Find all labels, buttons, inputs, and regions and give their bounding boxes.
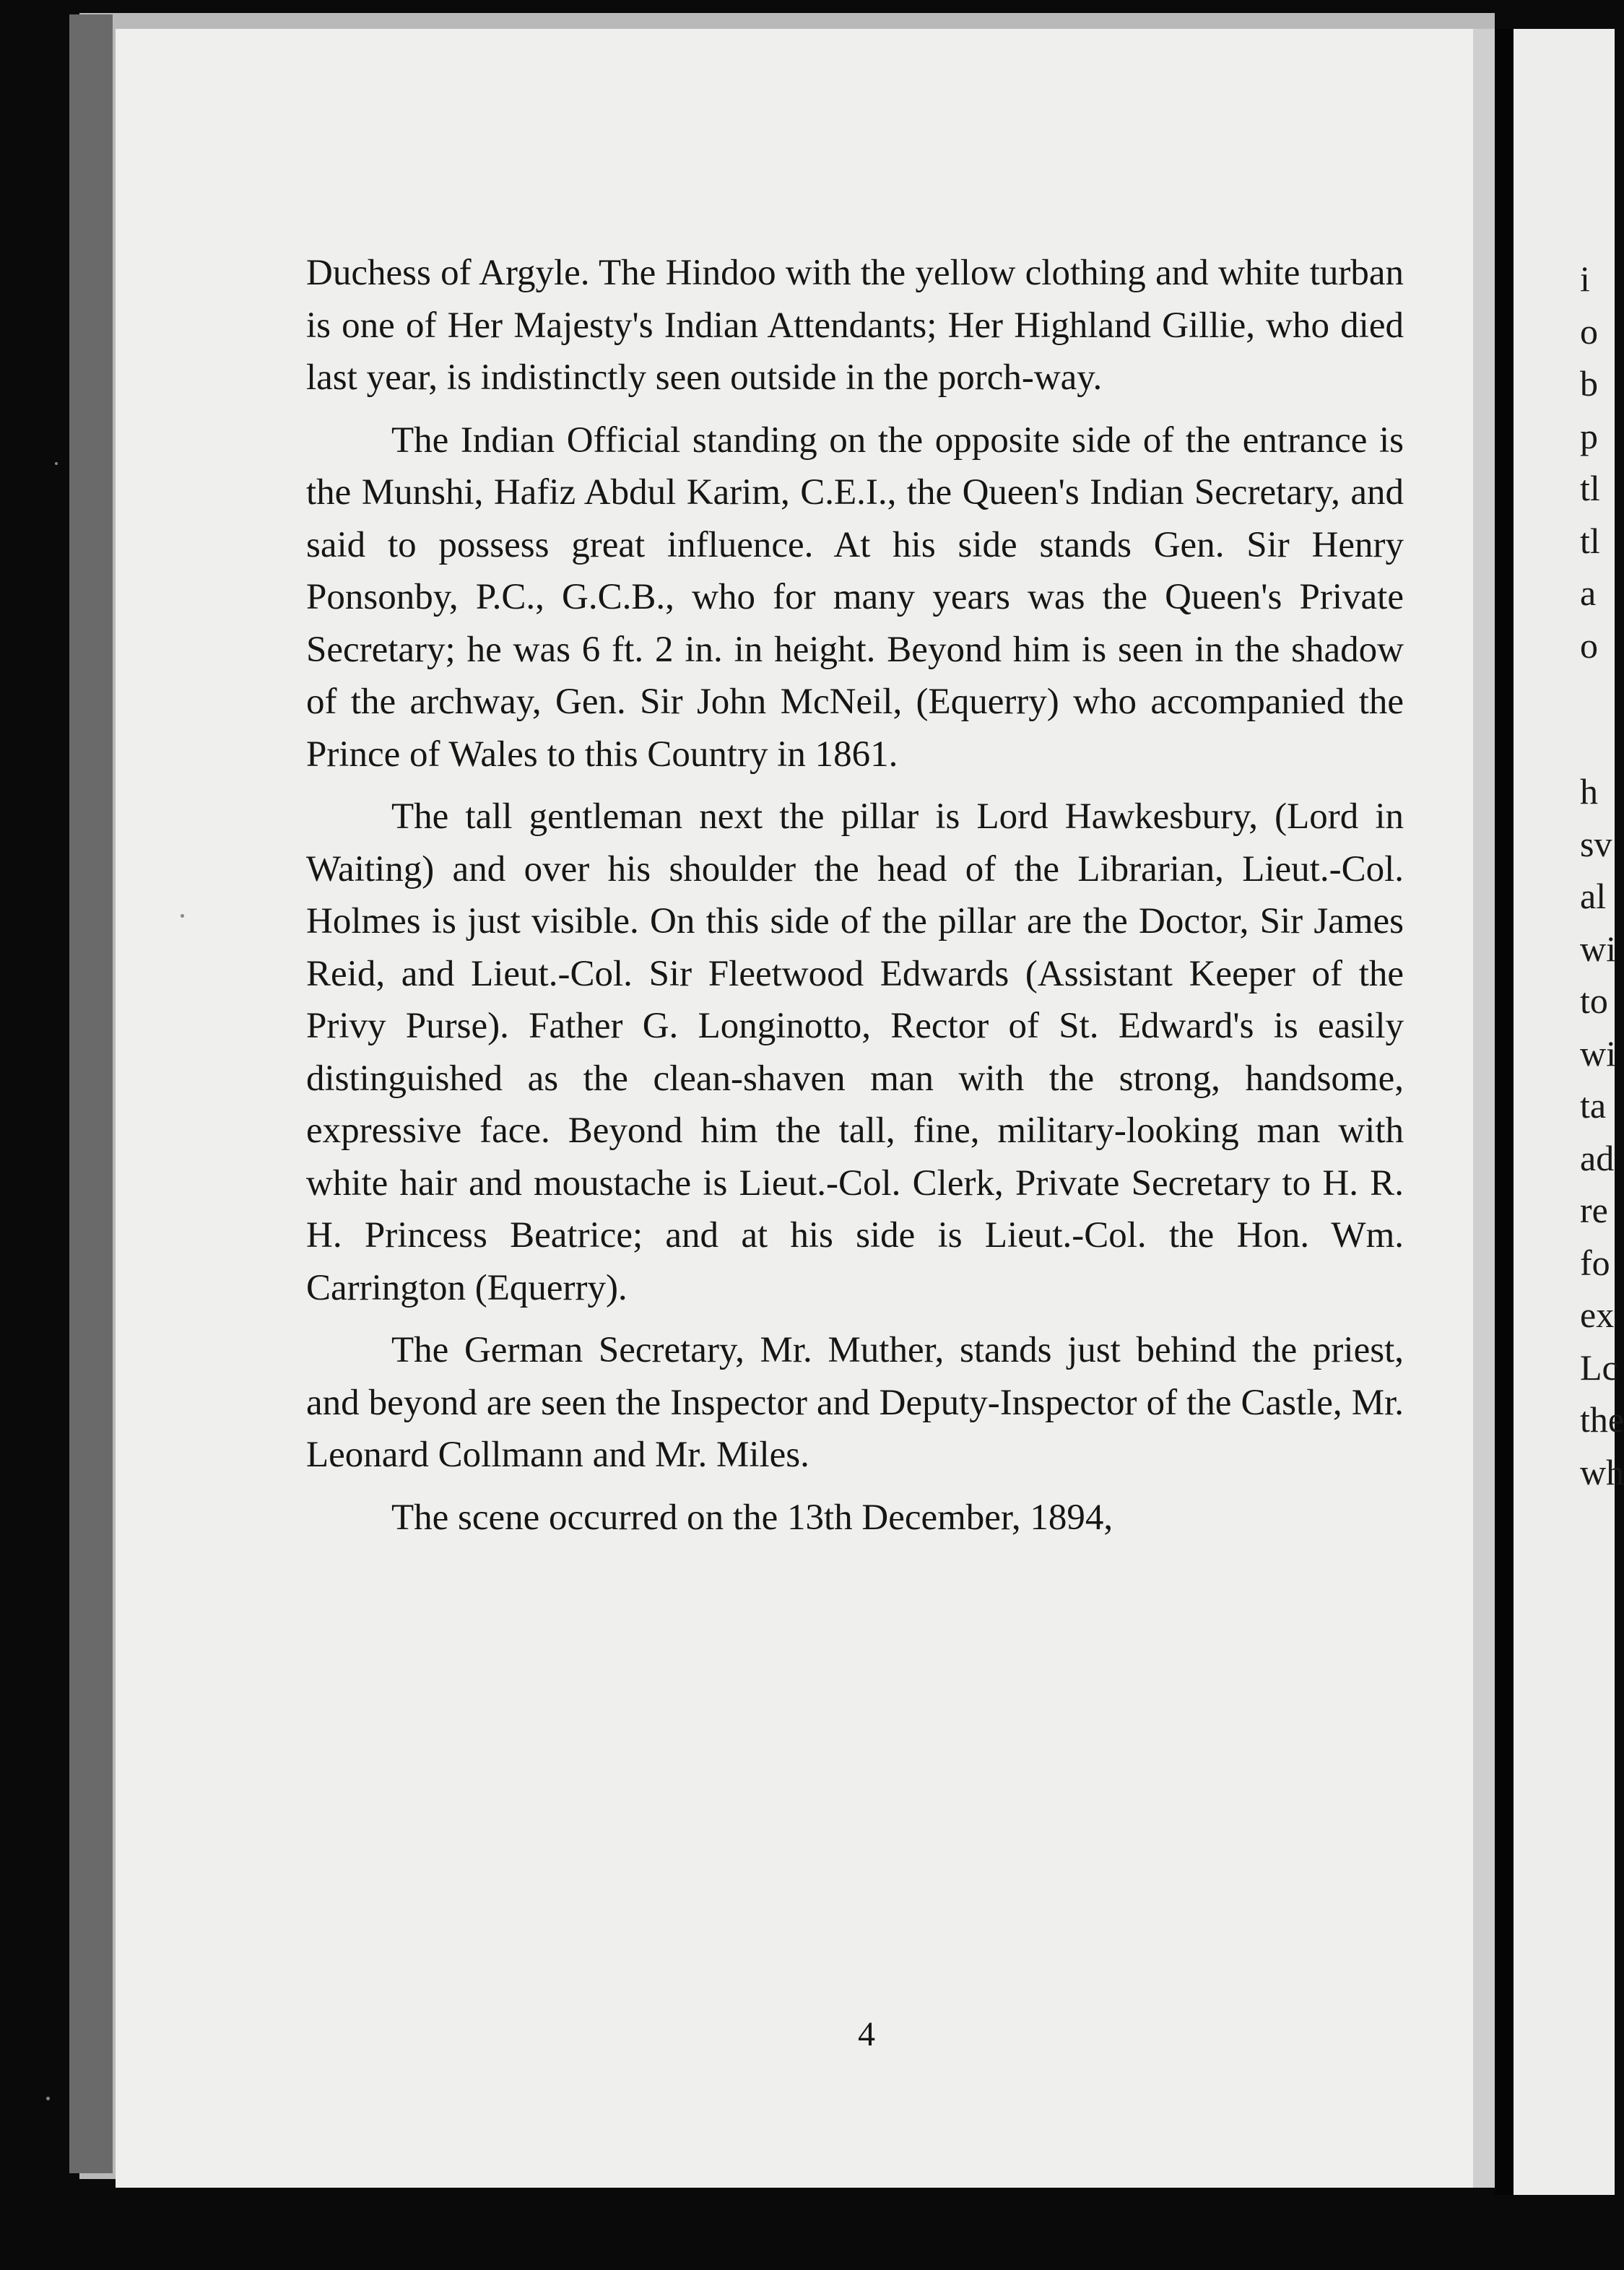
scan-speck bbox=[55, 462, 58, 465]
facing-page-fragment: wi bbox=[1580, 1032, 1616, 1074]
page-number: 4 bbox=[858, 2015, 875, 2053]
paragraph-5: The scene occurred on the 13th December, 1894, bbox=[391, 1497, 1113, 1538]
paragraph-1: Duchess of Argyle. The Hindoo with the yellow clothing and white turban is one of Her Majesty's Indian Attendants; Her Highland Gillie, who died last year, is indistinctly seen outside in the porch-way. bbox=[306, 253, 1404, 398]
book-gutter bbox=[1495, 29, 1514, 2195]
page-right-edge bbox=[1473, 29, 1495, 2188]
facing-page-fragment: wi bbox=[1580, 928, 1616, 969]
scan-speck bbox=[181, 914, 184, 918]
facing-page-text-fragments bbox=[1580, 253, 1624, 1498]
facing-page-fragment: ex bbox=[1580, 1295, 1615, 1335]
page-left-edge bbox=[69, 14, 113, 2173]
scan-speck bbox=[46, 2097, 50, 2100]
facing-page-fragment: wh bbox=[1580, 1451, 1624, 1492]
facing-page-fragment: a bbox=[1580, 573, 1597, 613]
facing-page-fragment: al bbox=[1580, 876, 1607, 916]
facing-page-fragment: fo bbox=[1580, 1242, 1610, 1283]
facing-page-fragment: the bbox=[1580, 1399, 1624, 1440]
facing-page-fragment: o bbox=[1580, 310, 1598, 352]
facing-page-fragment: h bbox=[1580, 771, 1598, 812]
facing-page-fragment: sv bbox=[1580, 823, 1612, 864]
facing-page-fragment: tl bbox=[1580, 468, 1600, 508]
paragraph-3: The tall gentleman next the pillar is Lord Hawkesbury, (Lord in Waiting) and over his shoulder the head of the Librarian, Lieut.-Col. Holmes is just visible. On this side of the pillar are the Doctor, Sir James Reid, and Lieut.-Col. Sir Fleetwood Edwards (Assistant Keeper of the Privy Purse). Father G. Longinotto, Rector of St. Edward's is easily distinguished as the clean-shaven man with the strong, handsome, expressive face. Beyond him the tall, fine, military-looking man with white hair and moustache is Lieut.-Col. Clerk, Private Secretary to H. R. H. Princess Beatrice; and at his side is Lieut.-Col. the Hon. Wm. Carrington (Equerry). bbox=[306, 796, 1404, 1308]
facing-page-fragment: tl bbox=[1580, 520, 1600, 561]
facing-page-fragment: b bbox=[1580, 363, 1598, 404]
facing-page-fragment: Lc bbox=[1580, 1347, 1618, 1388]
paragraph-4: The German Secretary, Mr. Muther, stands just behind the priest, and beyond are seen the Inspector and Deputy-Inspector of the Castle, Mr. Leonard Collmann and Mr. Miles. bbox=[306, 1330, 1404, 1475]
facing-page-fragment: p bbox=[1580, 415, 1598, 456]
facing-page-fragment: ad bbox=[1580, 1137, 1615, 1178]
paragraph-2: The Indian Official standing on the opposite side of the entrance is the Munshi, Hafiz Abdul Karim, C.E.I., the Queen's Indian Secretary, and said to possess great influence. At his side stands Gen. Sir Henry Ponsonby, P.C., G.C.B., who for many years was the Queen's Private Secretary; he was 6 ft. 2 in. in height. Beyond him is seen in the shadow of the archway, Gen. Sir John McNeil, (Equerry) who accompanied the Prince of Wales to this Country in 1861. bbox=[306, 419, 1404, 775]
body-text bbox=[306, 247, 1404, 1554]
facing-page-fragment: i bbox=[1580, 258, 1590, 299]
facing-page-fragment: re bbox=[1580, 1190, 1608, 1230]
facing-page-fragment: o bbox=[1580, 625, 1598, 666]
facing-page-fragment: to bbox=[1580, 980, 1608, 1021]
facing-page-fragment: ta bbox=[1580, 1085, 1607, 1126]
